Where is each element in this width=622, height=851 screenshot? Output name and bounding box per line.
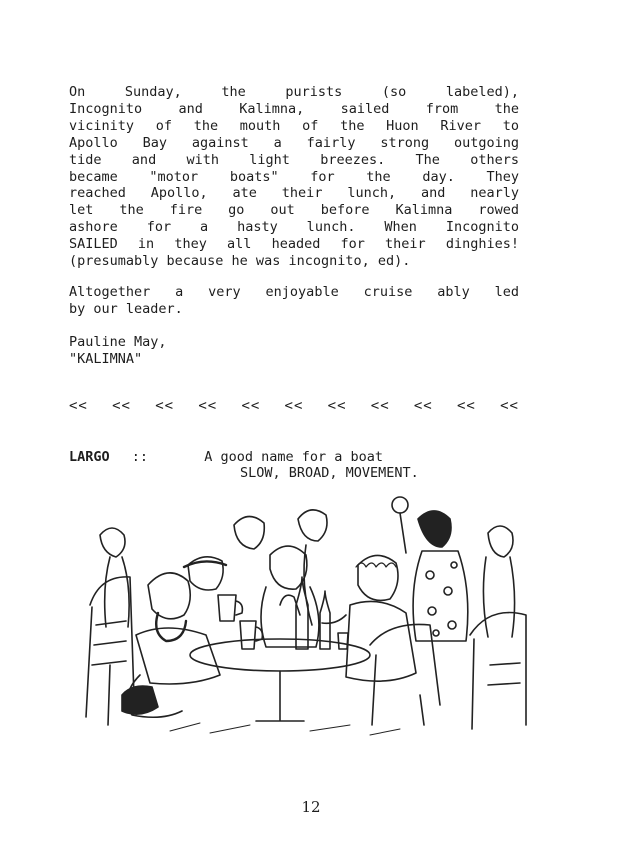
closing-line: by our leader.	[69, 300, 183, 317]
cruise-report-paragraph	[69, 84, 519, 270]
closing-line: Altogether a very enjoyable cruise ably led	[69, 284, 519, 300]
signature-name: Pauline May,	[69, 334, 167, 350]
chevron-mark: <<	[69, 398, 88, 414]
chevron-mark: <<	[155, 398, 175, 414]
report-line: (presumably because he was incognito, ed).	[69, 253, 411, 270]
largo-term: LARGO	[69, 449, 110, 465]
cafe-scene-illustration	[70, 495, 530, 745]
largo-definition	[69, 449, 529, 481]
page-number: 12	[301, 798, 321, 816]
chevron-mark: <<	[456, 398, 476, 414]
report-line: reached Apollo, ate their lunch, and nearly	[69, 185, 519, 202]
chevron-mark: <<	[327, 398, 347, 414]
chevron-mark: <<	[284, 398, 304, 414]
chevron-mark: <<	[198, 398, 218, 414]
chevron-mark: <<	[500, 398, 519, 414]
report-line: Apollo Bay against a fairly strong outgoing	[69, 134, 519, 151]
chevron-mark: <<	[241, 398, 261, 414]
largo-row-1	[69, 449, 529, 465]
chevron-divider	[69, 398, 519, 414]
largo-definition-line-1: A good name for a boat	[204, 449, 383, 465]
report-line: SAILED in they all headed for their dinghies!	[69, 236, 519, 253]
report-line: vicinity of the mouth of the Huon River to	[69, 117, 519, 134]
signature-block	[69, 334, 519, 368]
report-line: became "motor boats" for the day. They	[69, 168, 519, 185]
largo-definition-line-2: SLOW, BROAD, MOVEMENT.	[240, 465, 419, 481]
report-line: On Sunday, the purists (so labeled),	[69, 84, 519, 100]
report-line: tide and with light breezes. The others	[69, 151, 519, 168]
largo-separator: ::	[131, 449, 149, 465]
signature-boat: "KALIMNA"	[69, 350, 143, 367]
report-line: ashore for a hasty lunch. When Incognito	[69, 219, 519, 236]
chevron-mark: <<	[413, 398, 433, 414]
chevron-mark: <<	[112, 398, 131, 414]
report-line: Incognito and Kalimna, sailed from the	[69, 100, 519, 117]
report-line: let the fire go out before Kalimna rowed	[69, 202, 519, 219]
closing-paragraph	[69, 284, 519, 318]
chevron-mark: <<	[370, 398, 390, 414]
